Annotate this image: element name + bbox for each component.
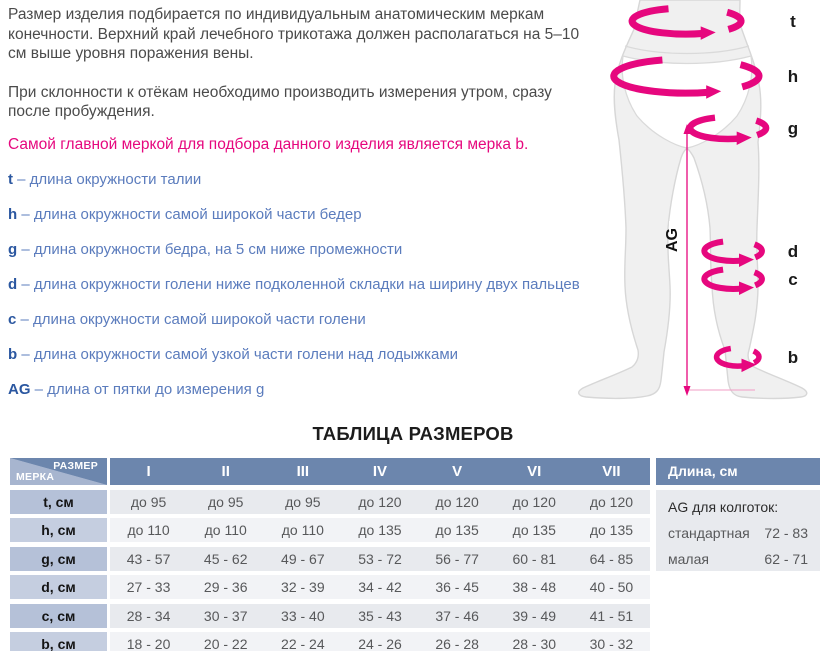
length-row-label: стандартная <box>668 524 750 541</box>
measurement-key: g <box>8 241 18 258</box>
measurement-item-c <box>8 310 640 345</box>
table-cell: 24 - 26 <box>341 632 418 651</box>
measurement-list <box>8 170 640 415</box>
table-cell: 53 - 72 <box>341 547 418 571</box>
diagram-label-g: g <box>787 119 799 138</box>
table-cell: до 110 <box>187 518 264 542</box>
diagram-label-d: d <box>787 242 799 261</box>
table-cell: до 120 <box>341 490 418 514</box>
table-cell: 30 - 32 <box>573 632 650 651</box>
intro-block <box>8 5 583 122</box>
intro-paragraph-2: При склонности к отёкам необходимо производить измерения утром, сразу после пробуждения. <box>8 83 552 120</box>
measurement-desc: – длина окружности самой широкой части голени <box>16 311 366 328</box>
table-cell: 30 - 37 <box>187 604 264 628</box>
table-cell: 18 - 20 <box>110 632 187 651</box>
length-panel-header: Длина, см <box>656 458 820 485</box>
diagram-label-h: h <box>787 67 799 86</box>
table-cell: 38 - 48 <box>496 575 573 599</box>
measurement-key: t <box>8 171 13 188</box>
table-cell: до 120 <box>573 490 650 514</box>
diagram-label-t: t <box>790 12 796 31</box>
measurement-item-g <box>8 240 640 275</box>
table-cell: до 95 <box>264 490 341 514</box>
measurement-item-d <box>8 275 640 310</box>
row-label: c, см <box>10 604 110 628</box>
measurement-item-AG <box>8 380 640 415</box>
table-cell: до 135 <box>496 518 573 542</box>
table-cell: 36 - 45 <box>419 575 496 599</box>
measurement-desc: – длина от пятки до измерения g <box>30 381 265 398</box>
corner-measure-label: МЕРКА <box>16 471 55 483</box>
table-cell: до 110 <box>264 518 341 542</box>
column-header-III: III <box>264 458 341 485</box>
table-cell: 34 - 42 <box>341 575 418 599</box>
table-cell: до 95 <box>187 490 264 514</box>
length-row <box>668 520 808 546</box>
row-label: d, см <box>10 575 110 599</box>
measurement-key: d <box>8 276 18 293</box>
measurement-key: b <box>8 346 18 363</box>
key-measure-note: Самой главной меркой для подбора данного изделия является мерка b. <box>8 136 529 153</box>
table-cell: 26 - 28 <box>419 632 496 651</box>
measurement-item-h <box>8 205 640 240</box>
length-row-value: 72 - 83 <box>764 524 808 541</box>
column-header-I: I <box>110 458 187 485</box>
ag-label: AG <box>664 228 681 252</box>
table-cell: 35 - 43 <box>341 604 418 628</box>
length-row-label: малая <box>668 550 709 567</box>
table-cell: 40 - 50 <box>573 575 650 599</box>
size-table <box>10 458 650 651</box>
measurement-desc: – длина окружности бедра, на 5 см ниже промежности <box>17 241 403 258</box>
table-cell: 45 - 62 <box>187 547 264 571</box>
intro-paragraph-1: Размер изделия подбирается по индивидуальным анатомическим меркам конечности. Верхний край лечебного трикотажа должен располагаться на 5–10 см выше уровня поражения вены. <box>8 6 580 62</box>
corner-size-label: РАЗМЕР <box>53 460 98 472</box>
row-label: b, см <box>10 632 110 651</box>
measurement-desc: – длина окружности талии <box>13 171 202 188</box>
table-cell: до 110 <box>110 518 187 542</box>
table-cell: 37 - 46 <box>419 604 496 628</box>
table-cell: 41 - 51 <box>573 604 650 628</box>
measurement-key: c <box>8 311 17 328</box>
table-cell: до 135 <box>419 518 496 542</box>
table-cell: 60 - 81 <box>496 547 573 571</box>
length-row <box>668 546 808 572</box>
table-cell: до 95 <box>110 490 187 514</box>
length-row-value: 62 - 71 <box>764 550 808 567</box>
body-silhouette <box>579 0 807 399</box>
length-panel <box>656 458 820 571</box>
length-panel-body <box>656 490 820 571</box>
table-cell: 56 - 77 <box>419 547 496 571</box>
measurement-desc: – длина окружности самой узкой части голени над лодыжками <box>17 346 459 363</box>
row-label: t, см <box>10 490 110 514</box>
column-header-II: II <box>187 458 264 485</box>
table-cell: 64 - 85 <box>573 547 650 571</box>
column-header-VII: VII <box>573 458 650 485</box>
table-cell: 22 - 24 <box>264 632 341 651</box>
ag-arrow-down-icon <box>684 386 691 396</box>
row-label: h, см <box>10 518 110 542</box>
table-cell: до 135 <box>573 518 650 542</box>
measurement-key: h <box>8 206 18 223</box>
table-cell: 33 - 40 <box>264 604 341 628</box>
table-cell: 49 - 67 <box>264 547 341 571</box>
table-cell: 39 - 49 <box>496 604 573 628</box>
diagram-label-c: c <box>788 270 798 289</box>
measurement-desc: – длина окружности самой широкой части бедер <box>17 206 362 223</box>
column-header-IV: IV <box>341 458 418 485</box>
leg-measurement-illustration <box>570 0 810 420</box>
table-cell: до 120 <box>419 490 496 514</box>
measurement-key: AG <box>8 381 31 398</box>
measurement-desc: – длина окружности голени ниже подколенной складки на ширину двух пальцев <box>17 276 580 293</box>
row-label: g, см <box>10 547 110 571</box>
table-cell: 43 - 57 <box>110 547 187 571</box>
table-cell: 28 - 34 <box>110 604 187 628</box>
measurement-item-b <box>8 345 640 380</box>
table-cell: 28 - 30 <box>496 632 573 651</box>
column-header-VI: VI <box>496 458 573 485</box>
table-cell: 27 - 33 <box>110 575 187 599</box>
table-corner-cell <box>10 458 110 485</box>
table-cell: 29 - 36 <box>187 575 264 599</box>
table-cell: 20 - 22 <box>187 632 264 651</box>
table-cell: 32 - 39 <box>264 575 341 599</box>
column-header-V: V <box>419 458 496 485</box>
table-title: ТАБЛИЦА РАЗМЕРОВ <box>312 423 514 444</box>
diagram-label-b: b <box>787 348 799 367</box>
length-panel-subtitle: AG для колготок: <box>668 498 779 515</box>
table-cell: до 135 <box>341 518 418 542</box>
body-diagram <box>570 0 810 420</box>
measurement-item-t <box>8 170 640 205</box>
table-cell: до 120 <box>496 490 573 514</box>
